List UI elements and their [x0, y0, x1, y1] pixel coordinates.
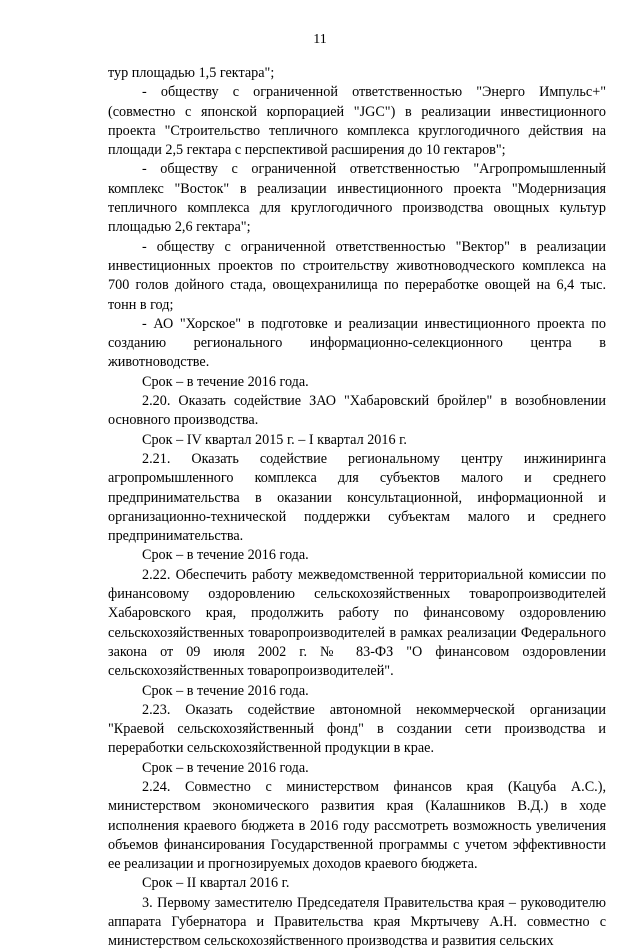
list-item-energo-impuls: - обществу с ограниченной ответственностью "Энерго Импульс+" (совместно с японской корпорацией "JGC") в реализации инвестиционного проекта "Строительство тепличного комплекса круглогодичного действия на площади 2,5 гектара с перспективой расширения до 10 гектаров";	[108, 84, 606, 159]
deadline-text: Срок – II квартал 2016 г.	[142, 875, 290, 892]
clause-3: 3. Первому заместителю Председателя Правительства края – руководителю аппарата Губернатора и Правительства края Мкртычеву А.Н. совместно с министерством сельскохозяйственного производства и развития сельских	[108, 894, 606, 950]
clause-2-22: 2.22. Обеспечить работу межведомственной территориальной комиссии по финансовому оздоровлению сельскохозяйственных товаропроизводителей Хабаровского края, продолжить работу по финансовому оздоровлению сельскохозяйственных товаропроизводителей в рамках реализации Федерального закона от 09 июля 2002 г. № 83-ФЗ "О финансовом оздоровлении сельскохозяйственных товаропроизводителей".	[108, 566, 606, 680]
deadline-text: Срок – в течение 2016 года.	[142, 759, 309, 776]
deadline-text: Срок – в течение 2016 года.	[142, 373, 309, 390]
document-body	[108, 64, 606, 952]
clause-2-21: 2.21. Оказать содействие региональному центру инжиниринга агропромышленного комплекса для субъектов малого и среднего предпринимательства в оказании консультационной, информационной и организационно-технической поддержки субъектам малого и среднего предпринимательства.	[108, 450, 606, 545]
paragraph-continuation: тур площадью 1,5 гектара";	[108, 65, 275, 81]
page-number: 11	[313, 32, 327, 47]
deadline-text: Срок – в течение 2016 года.	[142, 547, 309, 564]
list-item-vektor: - обществу с ограниченной ответственностью "Вектор" в реализации инвестиционных проектов по строительству животноводческого комплекса на 700 голов дойного стада, овощехранилища по переработке овощей на 6,4 тыс. тонн в год;	[108, 238, 606, 313]
deadline-text: Срок – в течение 2016 года.	[142, 682, 309, 699]
deadline-text: Срок – IV квартал 2015 г. – I квартал 2016 г.	[142, 431, 407, 448]
clause-2-23: 2.23. Оказать содействие автономной некоммерческой организации "Краевой сельскохозяйственный фонд" в создании сети производства и переработки сельскохозяйственной продукции в крае.	[108, 701, 606, 757]
list-item-vostok: - обществу с ограниченной ответственностью "Агропромышленный комплекс "Восток" в реализации инвестиционного проекта "Модернизация тепличного комплекса для круглогодичного производства овощных культур площадью 2,6 гектара";	[108, 161, 606, 236]
clause-2-24: 2.24. Совместно с министерством финансов края (Кацуба А.С.), министерством экономического развития края (Калашников В.Д.) в ходе исполнения краевого бюджета в 2016 году рассмотреть возможность увеличения объемов финансирования Государственной программы с учетом эффективности ее реализации и прогнозируемых доходов краевого бюджета.	[108, 778, 606, 873]
clause-2-20: 2.20. Оказать содействие ЗАО "Хабаровский бройлер" в возобновлении основного производства.	[108, 393, 606, 429]
list-item-khorskoe: - АО "Хорское" в подготовке и реализации инвестиционного проекта по созданию регионального информационно-селекционного центра в животноводстве.	[108, 315, 606, 371]
